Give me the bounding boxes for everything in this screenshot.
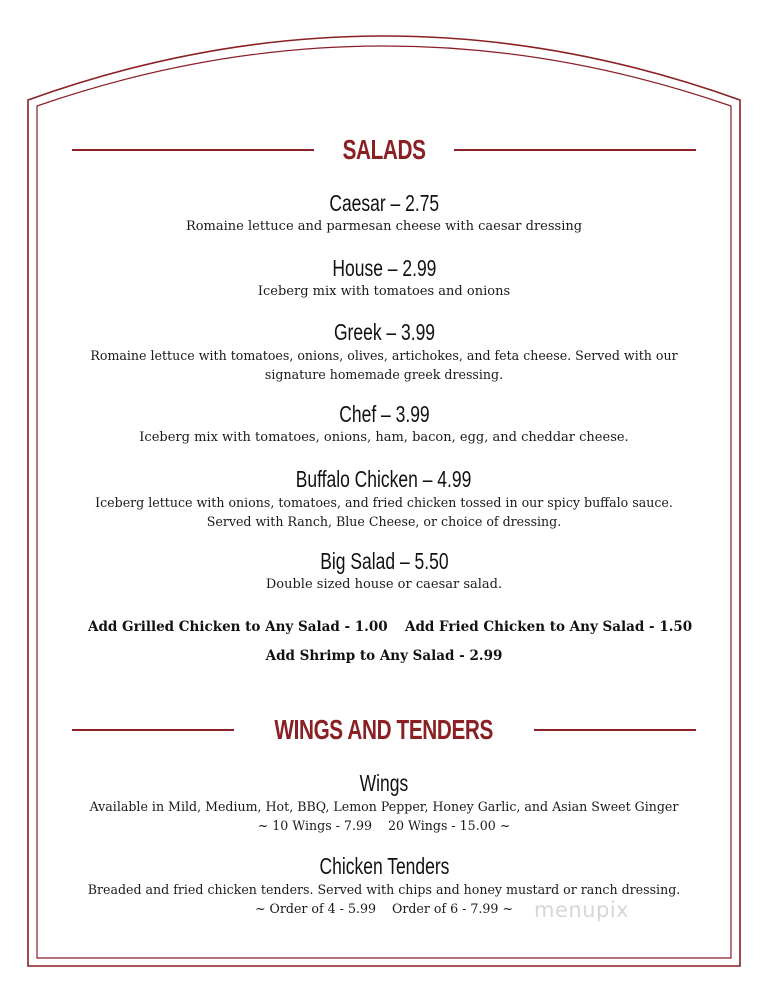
item-description: Romaine lettuce and parmesan cheese with caesar dressing [185, 219, 583, 234]
menu-item-greek [74, 318, 694, 384]
header-rule-right [454, 149, 696, 151]
item-name: Caesar – 2.75 [329, 190, 439, 216]
item-description-line1: Available in Mild, Medium, Hot, BBQ, Lemon Pepper, Honey Garlic, and Asian Sweet Ginger [89, 799, 679, 814]
addon-fried-chicken: Add Fried Chicken to Any Salad - 1.50 [405, 619, 693, 635]
menu-item-buffalo-chicken [74, 465, 694, 531]
item-description-line1: Romaine lettuce with tomatoes, onions, olives, artichokes, and feta cheese. Served with our [90, 348, 678, 363]
item-name: Greek – 3.99 [333, 319, 435, 345]
watermark-logo: menupix [534, 898, 630, 922]
header-rule-left [72, 149, 314, 151]
item-description: Double sized house or caesar salad. [265, 577, 503, 592]
item-name: Chicken Tenders [319, 853, 449, 879]
item-pricing: ~ 10 Wings - 7.99 20 Wings - 15.00 ~ [257, 818, 511, 833]
item-description-line2: signature homemade greek dressing. [264, 367, 504, 382]
item-description-line1: Iceberg lettuce with onions, tomatoes, and fried chicken tossed in our spicy buffalo sauce. [95, 495, 673, 510]
header-rule-left [72, 729, 234, 731]
addon-shrimp: Add Shrimp to Any Salad - 2.99 [265, 648, 503, 664]
wings-title: WINGS AND TENDERS [274, 714, 494, 745]
menu-item-big-salad [84, 547, 684, 594]
menu-item-wings [74, 769, 694, 835]
addon-grilled-chicken: Add Grilled Chicken to Any Salad - 1.00 [88, 619, 388, 635]
item-pricing: ~ Order of 4 - 5.99 Order of 6 - 7.99 ~ [254, 901, 513, 916]
item-description-line1: Breaded and fried chicken tenders. Served with chips and honey mustard or ranch dressing. [87, 882, 681, 897]
salads-title: SALADS [342, 134, 426, 165]
item-name: Buffalo Chicken – 4.99 [296, 466, 472, 492]
menu-item-house [84, 254, 684, 301]
item-name: Big Salad – 5.50 [319, 548, 449, 574]
item-description-line2: Served with Ranch, Blue Cheese, or choice of dressing. [206, 514, 562, 529]
item-name: Wings [359, 770, 409, 796]
menu-item-caesar [84, 189, 684, 236]
item-description: Iceberg mix with tomatoes and onions [257, 284, 511, 299]
menu-item-chef [84, 400, 684, 447]
item-description: Iceberg mix with tomatoes, onions, ham, bacon, egg, and cheddar cheese. [139, 430, 629, 445]
header-rule-right [534, 729, 696, 731]
salads-header [72, 130, 696, 170]
item-name: House – 2.99 [331, 255, 436, 281]
item-name: Chef – 3.99 [338, 401, 430, 427]
wings-header [72, 710, 696, 750]
